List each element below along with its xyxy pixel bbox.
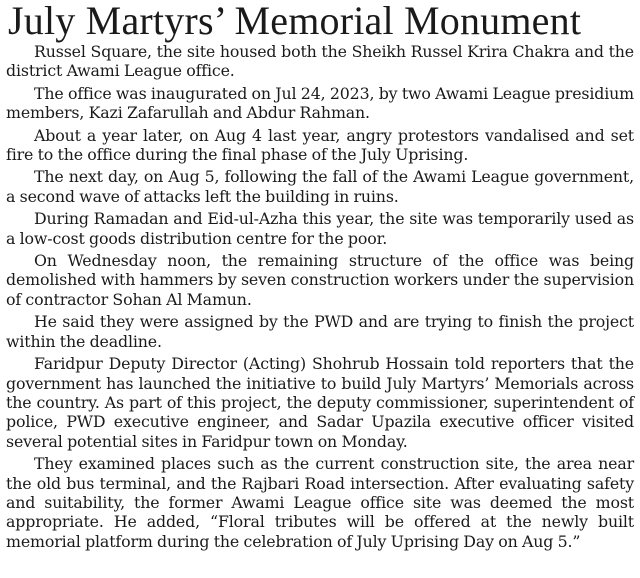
article-paragraph: Faridpur Deputy Director (Acting) Shohrub Hossain told reporters that the government has launched the initiative to build July Martyrs’ Memorials across the country. As part of this project, the deputy commissioner, superintendent of police, PWD executive engineer, and Sadar Upazila executive officer visited several potential sites in Faridpur town on Monday. xyxy=(6,354,634,451)
article-paragraph: On Wednesday noon, the remaining structure of the office was being demolished with hammers by seven construction workers under the supervision of contractor Sohan Al Mamun. xyxy=(6,251,634,309)
article-paragraph: The next day, on Aug 5, following the fall of the Awami League government, a second wave of attacks left the building in ruins. xyxy=(6,167,634,206)
article-paragraph: He said they were assigned by the PWD and are trying to finish the project within the deadline. xyxy=(6,312,634,351)
article-paragraph: About a year later, on Aug 4 last year, angry protestors vandalised and set fire to the office during the final phase of the July Uprising. xyxy=(6,125,634,165)
article-paragraph: Russel Square, the site housed both the Sheikh Russel Krira Chakra and the district Awami League office. xyxy=(6,42,634,81)
news-article xyxy=(0,2,640,551)
article-paragraph: During Ramadan and Eid-ul-Azha this year, the site was temporarily used as a low-cost goods distribution centre for the poor. xyxy=(6,209,634,248)
article-paragraph: The office was inaugurated on Jul 24, 2023, by two Awami League presidium members, Kazi Zafarullah and Abdur Rahman. xyxy=(6,83,634,123)
article-headline: July Martyrs’ Memorial Monument xyxy=(8,0,582,43)
article-paragraph: They examined places such as the current construction site, the area near the old bus terminal, and the Rajbari Road intersection. After evaluating safety and suitability, the former Awami League office site was deemed the most appropriate. He added, “Floral tributes will be offered at the newly built memorial platform during the celebration of July Uprising Day on Aug 5.” xyxy=(6,454,634,551)
